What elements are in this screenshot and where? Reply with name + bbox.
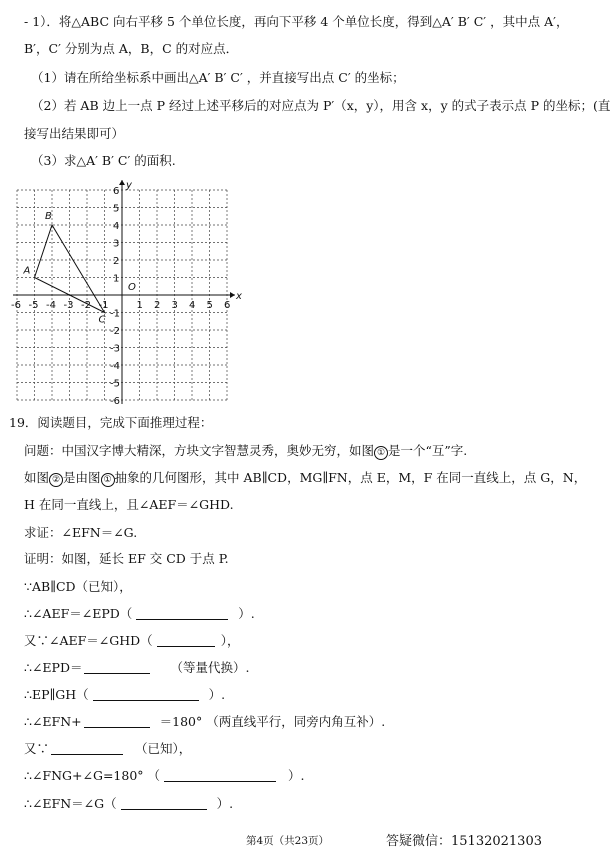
- x-tick-label: 6: [224, 300, 231, 311]
- q18-part2-a: （2）若 AB 边上一点 P 经过上述平移后的对应点为 P′（x，y），用含 x，y 的式子表示点 P 的坐标；(直: [31, 98, 610, 113]
- q19-figure-desc-2: H 在同一直线上，且∠AEF＝∠GHD.: [24, 497, 234, 512]
- y-tick-label: 5: [113, 203, 120, 215]
- q19-fig-text-a: 如图: [24, 470, 50, 485]
- coordinate-grid: [11, 180, 250, 407]
- q19-proof-start: 证明：如图，延长 EF 交 CD 于点 P.: [24, 551, 229, 566]
- q19-step8: [24, 768, 305, 784]
- q19-step2: [24, 606, 255, 622]
- x-tick-label: -5: [28, 300, 39, 311]
- circled-2-icon: ②: [49, 473, 63, 487]
- q19-prove: 求证：∠EFN＝∠G.: [24, 525, 138, 540]
- x-tick-label: 5: [206, 300, 213, 311]
- x-tick-label: 2: [154, 300, 161, 311]
- y-tick-label: -4: [110, 361, 120, 372]
- q19-step3: [24, 633, 239, 649]
- y-tick-label: 4: [113, 221, 120, 232]
- y-axis-arrow-icon: [119, 180, 125, 185]
- point-label-b: B: [45, 211, 52, 222]
- q19-step4-end: （等量代换）.: [170, 660, 250, 675]
- q19-step5-end: ）.: [208, 687, 226, 702]
- x-tick-label: 1: [136, 300, 143, 311]
- x-tick-label: -4: [46, 300, 56, 311]
- q19-problem-text-b: 是一个“互”字.: [388, 443, 468, 458]
- q19-step9-text: ∴∠EFN＝∠G（: [24, 796, 117, 811]
- y-tick-label: -1: [110, 308, 120, 320]
- q19-step5-text: ∴EP∥GH（: [24, 687, 89, 702]
- q19-problem-text-a: 问题：中国汉字博大精深，方块文字智慧灵秀，奥妙无穷，如图: [24, 443, 375, 458]
- y-tick-label: -5: [110, 378, 120, 390]
- q19-step3-text: 又∵∠AEF＝∠GHD（: [24, 633, 153, 648]
- circled-1b-icon: ①: [101, 473, 115, 487]
- x-axis-label: x: [236, 291, 242, 302]
- circled-1-icon: ①: [374, 446, 388, 460]
- y-tick-label: 3: [113, 238, 120, 250]
- y-tick-label: 2: [113, 256, 120, 267]
- contact-info: 答疑微信：15132021303: [386, 834, 542, 849]
- q19-fig-text-b: 是由图: [63, 470, 101, 485]
- q18-part3: （3）求△A′ B′ C′ 的面积.: [31, 153, 176, 168]
- q19-step6-end: ＝180° （两直线平行，同旁内角互补）.: [159, 714, 386, 729]
- q18-part2-b: 接写出结果即可）: [24, 126, 125, 141]
- q18-part1: （1）请在所给坐标系中画出△A′ B′ C′ ，并直接写出点 C′ 的坐标；: [31, 70, 405, 85]
- answer-blank-3[interactable]: [157, 634, 215, 647]
- point-label-c: C: [98, 314, 106, 326]
- q19-step4-text: ∴∠EPD＝: [24, 660, 83, 675]
- y-tick-label: -6: [110, 396, 120, 407]
- x-tick-label: -6: [11, 300, 21, 311]
- x-tick-label: -1: [98, 300, 109, 311]
- q19-step1: ∵AB∥CD（已知），: [24, 579, 132, 594]
- answer-blank-6[interactable]: [84, 715, 150, 728]
- answer-blank-7[interactable]: [51, 742, 123, 755]
- y-tick-label: -3: [110, 343, 120, 355]
- x-axis-arrow-icon: [230, 292, 235, 298]
- answer-blank-5[interactable]: [93, 688, 199, 701]
- q19-step4: [24, 660, 249, 676]
- q18-intro-line1: - 1）．将△ABC 向右平移 5 个单位长度，再向下平移 4 个单位长度，得到△A′ B′ C′ ，其中点 A′，: [24, 14, 569, 29]
- x-tick-label: 3: [171, 300, 178, 311]
- q19-step2-end: ）.: [238, 606, 255, 621]
- q19-problem: [24, 443, 467, 460]
- y-tick-label: -2: [110, 326, 120, 337]
- answer-blank-2[interactable]: [136, 607, 228, 620]
- q19-step9-end: ）.: [216, 796, 234, 811]
- q19-step3-end: ），: [220, 633, 240, 648]
- page-number: 第4页（共23页）: [246, 835, 330, 847]
- point-label-a: A: [23, 265, 31, 277]
- q19-fig-text-c: 抽象的几何图形，其中 AB∥CD，MG∥FN，点 E，M，F 在同一直线上，点 G，N，: [114, 470, 587, 485]
- y-tick-label: 6: [113, 186, 120, 197]
- q19-step7-text: 又∵: [24, 741, 50, 756]
- answer-blank-8[interactable]: [164, 769, 276, 782]
- q19-title: 19．阅读题目，完成下面推理过程：: [9, 415, 213, 430]
- q18-intro-line2: B′，C′ 分别为点 A，B，C 的对应点．: [24, 41, 239, 56]
- q19-step7: [24, 741, 191, 757]
- q19-step6-text: ∴∠EFN+: [24, 714, 82, 729]
- q19-figure-desc: [24, 470, 586, 487]
- y-axis-label: y: [126, 180, 132, 191]
- answer-blank-4[interactable]: [84, 661, 150, 674]
- q19-step6: [24, 714, 385, 730]
- q19-step8-text: ∴∠FNG+∠G=180° （: [24, 768, 161, 783]
- q19-step2-text: ∴∠AEF＝∠EPD（: [24, 606, 133, 621]
- origin-label: O: [128, 282, 136, 293]
- q19-step9: [24, 796, 233, 812]
- q19-step8-end: ）.: [288, 768, 305, 783]
- y-tick-label: 1: [113, 273, 120, 285]
- x-tick-label: 4: [189, 300, 196, 311]
- x-tick-label: -3: [63, 300, 74, 311]
- q19-step5: [24, 687, 225, 703]
- answer-blank-9[interactable]: [121, 797, 207, 810]
- q19-step7-end: （已知），: [135, 741, 192, 756]
- x-tick-label: -2: [81, 300, 91, 311]
